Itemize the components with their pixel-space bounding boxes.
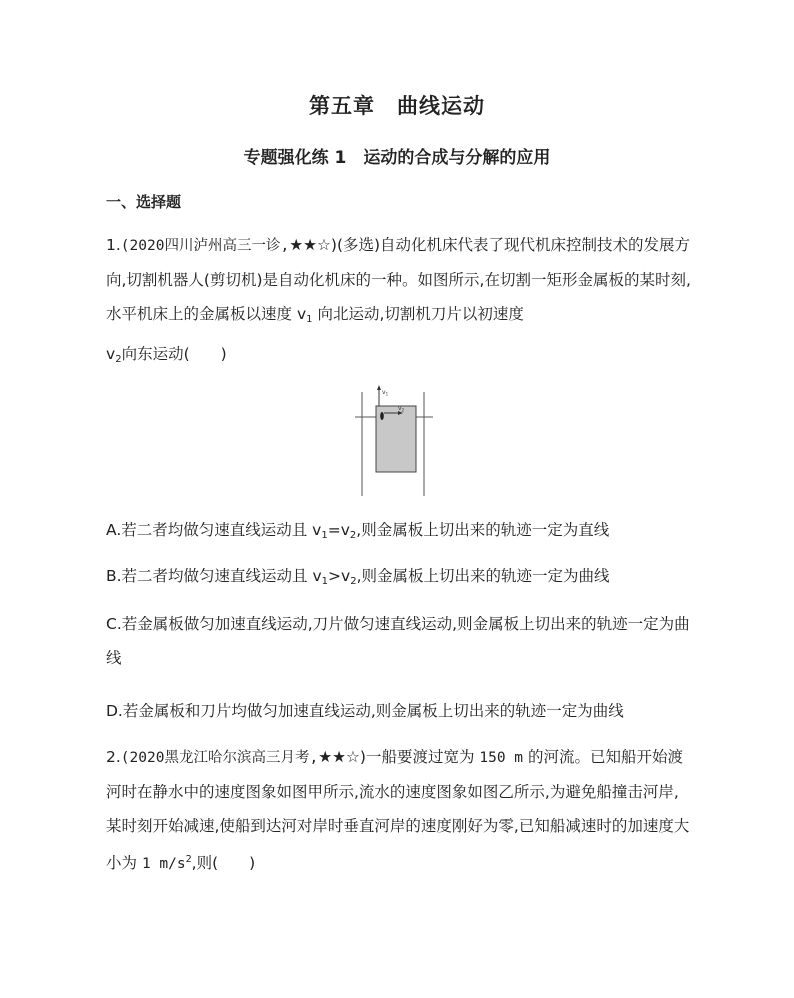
v1-label: $v_1$ — [382, 389, 389, 397]
question-text: ,则( ) — [191, 854, 256, 872]
v1-arrow-head — [377, 385, 381, 390]
question-source: (2020黑龙江哈尔滨高三月考, — [120, 750, 319, 766]
symbol-v2: $v_2$ — [106, 345, 122, 365]
figure-svg — [355, 384, 435, 498]
question-text: 一船要渡过宽为 — [365, 748, 475, 766]
option-d[interactable]: D.若金属板和刀片均做匀加速直线运动,则金属板上切出来的轨迹一定为曲线 — [106, 702, 624, 720]
section-title: 专题强化练 1 运动的合成与分解的应用 — [243, 148, 551, 168]
chapter-title: 第五章 曲线运动 — [309, 94, 485, 118]
cutter-blade — [380, 412, 384, 420]
part-heading: 一、选择题 — [106, 193, 182, 211]
question-text: 向东运动( ) — [121, 345, 227, 363]
question-2 — [106, 740, 694, 881]
cutting-machine-figure — [355, 384, 435, 498]
question-text: 向北运动,切割机刀片以初速度 — [317, 305, 524, 323]
v2-label: $v_2$ — [398, 405, 405, 413]
question-number: 2. — [106, 748, 121, 766]
question-source: (2020四川泸州高三一诊, — [120, 238, 290, 254]
question-tag: (多选) — [336, 236, 381, 254]
option-a[interactable]: A.若二者均做匀速直线运动且 $v_1=v_2$,则金属板上切出来的轨迹一定为直线 — [106, 521, 610, 541]
river-width: 150 m — [479, 750, 524, 766]
source-close: ) — [330, 236, 337, 254]
question-number: 1. — [106, 236, 121, 254]
deceleration-value: 1 $m/s^2$ — [141, 854, 192, 872]
question-text: 的河流。已知船开始渡河时在静水中的速度图象如图甲所示,流水的速度图象如图乙所示,为避免船撞击河岸,某时刻开始减速,使船到达河对岸时垂直河岸的速度刚好为零,已知船减速时的加速度大小为 — [106, 748, 690, 872]
difficulty-stars: ★★☆ — [318, 748, 360, 766]
question-1 — [106, 228, 694, 377]
option-b[interactable]: B.若二者均做匀速直线运动且 $v_1>v_2$,则金属板上切出来的轨迹一定为曲线 — [106, 567, 610, 587]
symbol-v1: $v_1$ — [296, 305, 313, 325]
source-close: ) — [359, 748, 366, 766]
question-text: 自动化机床代表了现代机床控制技术的发展方向,切割机器人(剪切机)是自动化机床的一种。如图所示,在切割一矩形金属板的某时刻,水平机床上的金属板以速度 — [106, 236, 691, 323]
difficulty-stars: ★★☆ — [289, 236, 331, 254]
option-c[interactable]: C.若金属板做匀加速直线运动,刀片做匀速直线运动,则金属板上切出来的轨迹一定为曲线 — [106, 615, 690, 667]
